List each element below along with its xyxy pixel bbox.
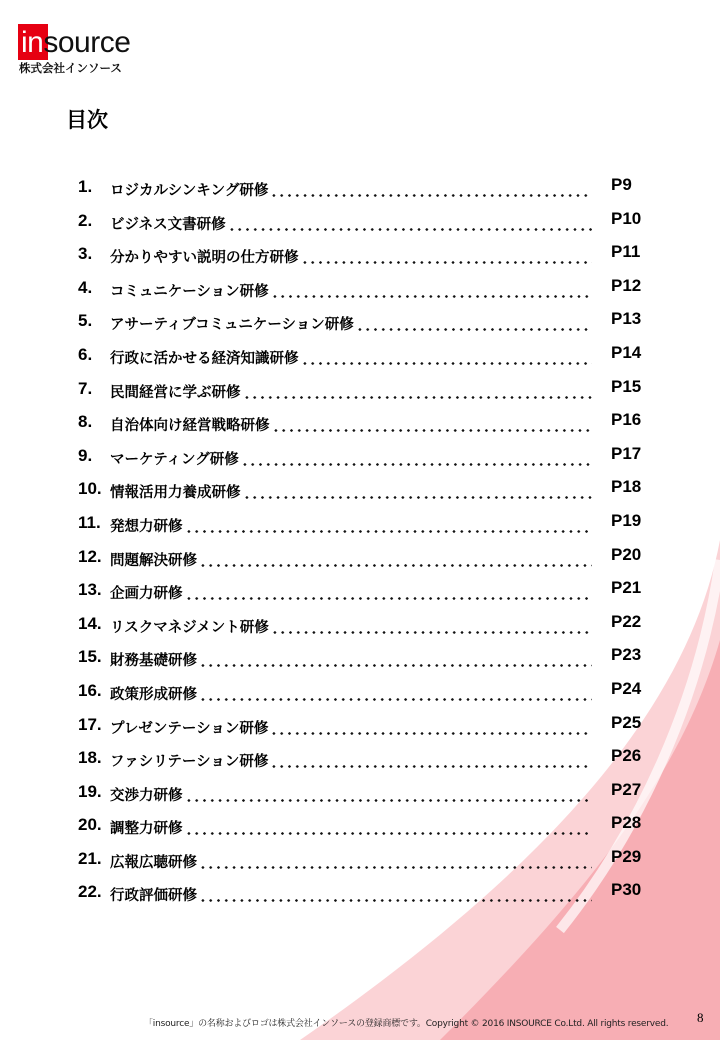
toc-entry-title: 行政に活かせる経済知識研修 [110,350,299,367]
toc-entry-number: 11. [78,512,101,532]
toc-entry-title: 情報活用力養成研修 [110,485,241,502]
toc-entry-number: 9. [78,445,93,465]
toc-entry-title: アサーティブコミュニケーション研修 [110,317,354,334]
toc-entry-number: 15. [78,647,102,667]
logo-word-in: in [21,26,44,59]
toc-dot-leader [243,496,592,499]
toc-entry-number: 12. [78,546,102,566]
copyright-footer: 「insource」の名称およびロゴは株式会社インソースの登録商標です。Copyright © 2016 INSOURCE Co.Ltd. All rights reserved. [144,1019,669,1029]
toc-entry-page: P15 [611,376,642,396]
toc-entry [78,441,658,475]
toc-entry-number: 7. [78,378,93,398]
toc-dot-leader [301,261,592,264]
toc-dot-leader [199,564,592,567]
toc-entry-title: 分かりやすい説明の仕方研修 [110,250,299,267]
toc-entry [78,340,658,374]
toc-dot-leader [199,866,592,869]
page-title: 目次 [66,108,108,132]
toc-dot-leader [270,765,592,768]
toc-entry-title: プレゼンテーション研修 [110,720,269,737]
toc-entry [78,743,658,777]
toc-entry-title: 政策形成研修 [110,686,197,703]
toc-entry [78,206,658,240]
toc-dot-leader [270,732,592,735]
toc-entry-number: 17. [78,714,102,734]
toc-entry [78,508,658,542]
toc-entry-number: 21. [78,848,102,868]
toc-entry-page: P20 [611,544,642,564]
toc-entry-page: P14 [611,342,642,362]
toc-entry-number: 16. [78,680,102,700]
toc-entry-page: P9 [611,175,632,194]
toc-entry-number: 4. [78,277,93,297]
toc-entry-title: ロジカルシンキング研修 [110,183,269,199]
toc-entry [78,844,658,878]
toc-entry [78,575,658,609]
toc-entry-page: P25 [611,712,642,732]
toc-entry-title: マーケティング研修 [110,451,239,468]
toc-dot-leader [241,463,592,466]
toc-entry-number: 2. [78,210,93,230]
toc-entry-title: ビジネス文書研修 [110,216,226,233]
toc-entry-page: P28 [611,813,642,833]
toc-entry-title: 発想力研修 [110,518,183,535]
logo-company-name: 株式会社インソース [19,61,122,75]
toc-entry [78,273,658,307]
toc-entry-title: リスクマネジメント研修 [110,619,269,636]
toc-entry-title: 企画力研修 [110,586,183,603]
toc-entry-page: P11 [611,242,641,262]
toc-dot-leader [185,832,592,835]
toc-entry [78,407,658,441]
toc-dot-leader [270,194,592,197]
toc-entry-title: ファシリテーション研修 [110,754,269,771]
toc-dot-leader [301,362,592,365]
toc-entry-page: P21 [611,578,642,598]
toc-entry-page: P18 [611,477,642,497]
toc-entry-page: P16 [611,410,642,430]
toc-entry [78,676,658,710]
toc-entry [78,239,658,273]
toc-entry-page: P10 [611,208,642,228]
toc-entry-title: 調整力研修 [110,821,183,838]
toc-dot-leader [199,899,592,902]
page-number: 8 [697,1010,704,1025]
toc-entry-title: 広報広聴研修 [110,854,197,871]
toc-entry-page: P24 [611,678,642,698]
toc-entry-number: 3. [78,244,93,264]
toc-entry [78,777,658,811]
toc-entry-title: コミュニケーション研修 [110,283,269,300]
toc-dot-leader [185,597,592,600]
toc-entry-number: 19. [78,781,102,801]
toc-dot-leader [199,664,592,667]
toc-entry-page: P17 [611,443,642,463]
toc-entry-page: P22 [611,611,642,631]
toc-entry [78,172,658,206]
toc-entry-page: P26 [611,746,642,766]
toc-entry-title: 財務基礎研修 [110,653,197,670]
toc-dot-leader [271,295,592,298]
toc-entry [78,609,658,643]
logo-word-source: source [43,26,131,59]
toc-entry-number: 5. [78,311,93,331]
toc-dot-leader [228,228,592,231]
toc-entry-page: P23 [611,645,642,665]
toc-entry-number: 8. [78,412,93,432]
toc-entry-page: P13 [611,309,642,329]
toc-entry [78,306,658,340]
toc-entry-number: 6. [78,344,93,364]
toc-entry [78,474,658,508]
toc-dot-leader [199,698,592,701]
toc-entry-page: P29 [611,846,642,866]
toc-entry [78,374,658,408]
toc-entry-title: 民間経営に学ぶ研修 [110,384,241,401]
table-of-contents [78,172,658,911]
toc-dot-leader [271,631,592,634]
toc-entry-page: P12 [611,275,642,295]
toc-entry-number: 22. [78,882,102,902]
toc-dot-leader [185,799,592,802]
toc-entry [78,542,658,576]
toc-entry [78,642,658,676]
toc-dot-leader [272,429,592,432]
toc-dot-leader [243,396,592,399]
toc-entry-title: 自治体向け経営戦略研修 [110,418,270,435]
toc-entry-number: 14. [78,613,102,633]
toc-entry-number: 18. [78,748,102,768]
toc-entry-number: 10. [78,479,102,499]
toc-entry-title: 問題解決研修 [110,552,197,569]
toc-entry-title: 行政評価研修 [110,888,197,905]
toc-entry-number: 13. [78,580,102,600]
toc-entry-number: 20. [78,815,102,835]
toc-entry-page: P27 [611,779,642,799]
toc-entry [78,810,658,844]
toc-dot-leader [185,530,592,533]
toc-entry [78,877,658,911]
toc-entry-page: P30 [611,880,642,900]
toc-dot-leader [356,328,592,331]
toc-entry-number: 1. [78,177,93,196]
toc-entry-title: 交渉力研修 [110,787,183,804]
toc-entry [78,710,658,744]
toc-entry-page: P19 [611,510,642,530]
